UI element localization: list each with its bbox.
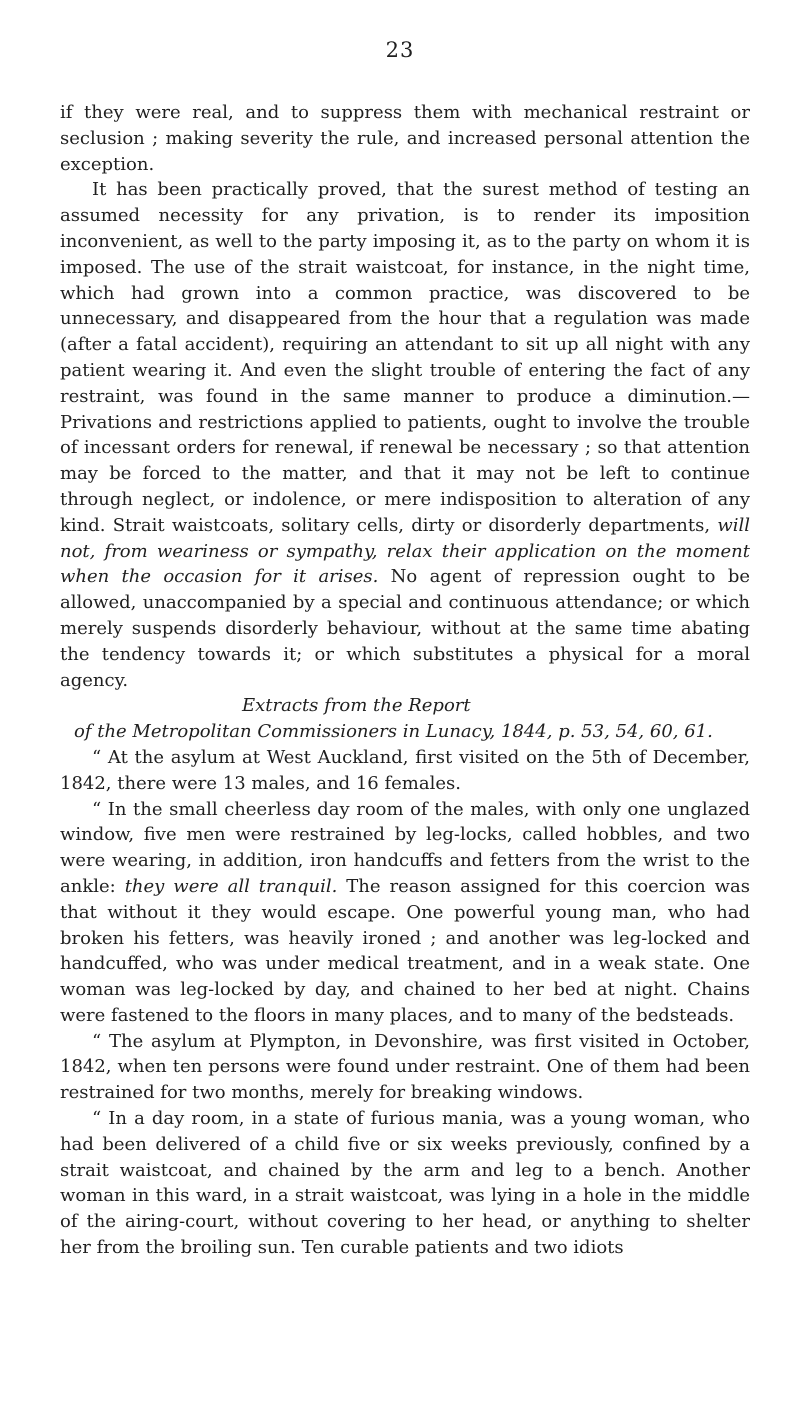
quote-day-room-woman: “ In a day room, in a state of furious mania, was a young woman, who had been delivered of a child five or six weeks previously, confined by a strait waistcoat, and chained by the arm and leg to a bench. Another woman in this ward, in a strait waistcoat, was lying in a hole in the middle of the airing-court, without covering to her head, or anything to shelter her from the broiling sun. Ten curable patients and two idiots	[60, 1108, 750, 1259]
paragraph-restraint	[60, 177, 750, 693]
extract-heading-line-1: Extracts from the Report	[242, 695, 471, 717]
extract-heading-line-2: of the Metropolitan Commissioners in Lunacy, 1844, p. 53, 54, 60, 61.	[74, 721, 713, 743]
quote-day-room-males	[60, 797, 750, 1029]
quote-west-auckland: “ At the asylum at West Auckland, first visited on the 5th of December, 1842, there were 13 males, and 16 females.	[60, 746, 750, 794]
quote-text: The reason assigned for this coercion was that without it they would escape. One powerful young man, who had broken his fetters, was heavily ironed ; and another was leg-locked and handcuffed, who was under medical treatment, and in a weak state. One woman was leg-locked by day, and chained to her bed at night. Chains were fastened to the floors in many places, and to many of the bedsteads.	[60, 875, 751, 1026]
quote-text: “ In the small cheerless day room of the males, with only one unglazed window, five men were restrained by leg-locks, called hobbles, and two were wearing, in addition, iron handcuffs and fetters from the wrist to the ankle:	[60, 798, 750, 897]
paragraph-text: No agent of repression ought to be allowed, unaccompanied by a special and continuous attendance; or which merely suspends disorderly behaviour, without at the same time abating the tendency towards it; or which substitutes a physical for a moral agency.	[60, 566, 750, 691]
page-number: 23	[385, 38, 415, 62]
paragraph-italic-text: will not, from weariness or sympathy, relax their application on the moment when the occasion for it arises.	[60, 514, 750, 588]
quote-plympton: “ The asylum at Plympton, in Devonshire, was first visited in October, 1842, when ten persons were found under restraint. One of them had been restrained for two months, merely for breaking windows.	[60, 1030, 750, 1104]
paragraph-text: It has been practically proved, that the surest method of testing an assumed necessity for any privation, is to render its imposition inconvenient, as well to the party imposing it, as to the party on whom it is imposed. The use of the strait waistcoat, for instance, in the night time, which had grown into a common practice, was discovered to be unnecessary, and disappeared from the hour that a regulation was made (after a fatal accident), requiring an attendant to sit up all night with any patient wearing it. And even the slight trouble of entering the fact of any restraint, was found in the same manner to produce a diminution.— Privations and restrictions applied to patients, ought to involve the trouble of incessant orders for renewal, if renewal be necessary ; so that attention may be forced to the matter, and that it may not be left to continue through neglect, or indolence, or mere indisposition to alteration of any kind. Strait waistcoats, solitary cells, dirty or disorderly departments,	[60, 179, 750, 536]
paragraph-continuation: if they were real, and to suppress them with mechanical restraint or seclusion ; making severity the rule, and increased personal attention the exception.	[60, 102, 750, 175]
page-body	[60, 100, 750, 1261]
quote-italic-text: they were all tranquil.	[124, 875, 338, 897]
